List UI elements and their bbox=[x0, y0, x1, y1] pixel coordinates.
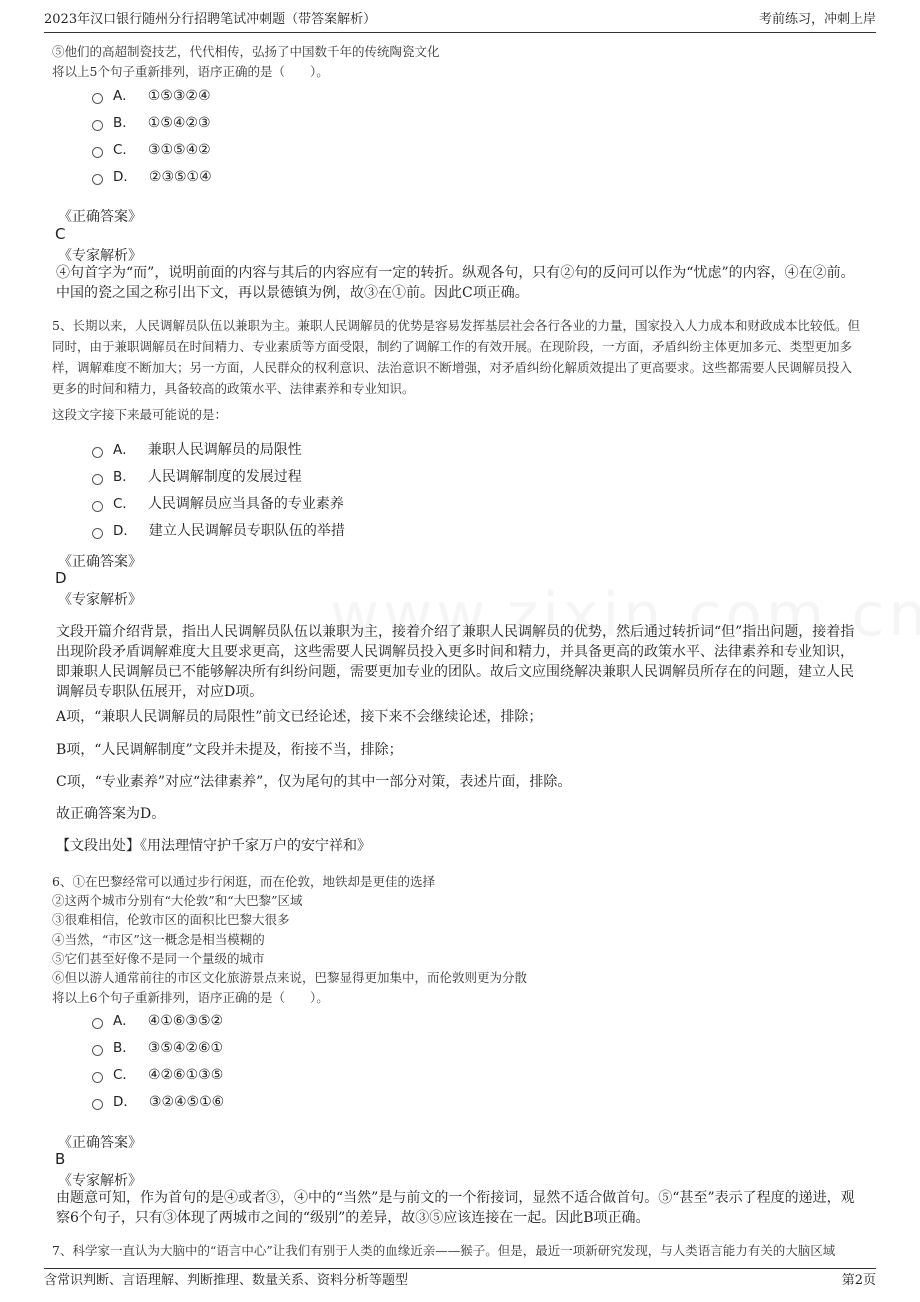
radio-icon[interactable] bbox=[92, 1072, 103, 1083]
q5-stem: 5、长期以来，人民调解员队伍以兼职为主。兼职人民调解员的优势是容易发挥基层社会各行各业的力量，国家投入人力成本和财政成本比较低。但同时，由于兼职调解员在时间精力、专业素质等方面受限，制约了调解工作的有效开展。在现阶段，一方面，矛盾纠纷主体更加多元、类型更加多样，调解难度不断加大；另一方面，人民群众的权利意识、法治意识不断增强，对矛盾纠纷化解质效提出了更高要求。这些都需要人民调解员投入更多的时间和精力，具备较高的政策水平、法律素养和专业知识。 bbox=[52, 318, 860, 396]
header-slogan: 考前练习，冲刺上岸 bbox=[758, 12, 876, 27]
q4-analysis: ④句首字为“而”，说明前面的内容与其后的内容应有一定的转折。纵观各句，只有②句的反问可以作为“忧虑”的内容，④在②前。中国的瓷之国之称引出下文，再以景德镇为例，故③在①前。因此C项正确。 bbox=[56, 265, 855, 301]
radio-icon[interactable] bbox=[92, 474, 103, 485]
q4-option-c[interactable]: C． ③①⑤④② bbox=[92, 139, 211, 161]
q6-line-1: 6、①在巴黎经常可以通过步行闲逛，而在伦敦，地铁却是更佳的选择 bbox=[52, 874, 435, 889]
document-title: 2023年汉口银行随州分行招聘笔试冲刺题（带答案解析） bbox=[44, 12, 377, 27]
q4-option-a[interactable]: A． ①⑤③②④ bbox=[92, 85, 211, 107]
radio-icon[interactable] bbox=[92, 1099, 103, 1110]
page-number: 第2页 bbox=[841, 1273, 876, 1288]
q4-analysis-label: 《专家解析》 bbox=[58, 248, 142, 264]
q5-analysis-p5: 故正确答案为D。 bbox=[56, 806, 166, 822]
q5-answer: D bbox=[55, 569, 67, 587]
page-header bbox=[44, 10, 876, 33]
q6-line-4: ④当然，“市区”这一概念是相当模糊的 bbox=[52, 932, 265, 947]
q5-analysis-label: 《专家解析》 bbox=[58, 592, 142, 608]
q6-analysis: 由题意可知，作为首句的是④或者③，④中的“当然”是与前文的一个衔接词，显然不适合做首句。⑤“甚至”表示了程度的递进，观察6个句子，只有③体现了两城市之间的“级别”的差异，故③⑤应该连接在一起。因此B项正确。 bbox=[56, 1190, 855, 1226]
q6-line-2: ②这两个城市分别有“大伦敦”和“大巴黎”区域 bbox=[52, 893, 303, 908]
q5-source: 【文段出处】《用法理情守护千家万户的安宁祥和》 bbox=[56, 838, 371, 854]
q5-analysis-p1: 文段开篇介绍背景，指出人民调解员队伍以兼职为主，接着介绍了兼职人民调解员的优势，然后通过转折词“但”指出问题，接着指出现阶段矛盾调解难度大且要求更高，这些需要人民调解员投入更多时间和精力，并具备更高的政策水平、法律素养和专业知识，即兼职人民调解员已不能够解决所有纠纷问题，需要更加专业的团队。故后文应围绕解决兼职人民调解员所存在的问题，建立人民调解员专职队伍展开，对应D项。 bbox=[56, 624, 855, 700]
q6-line-5: ⑤它们甚至好像不是同一个量级的城市 bbox=[52, 951, 265, 966]
q6-option-d[interactable]: D． ③②④⑤①⑥ bbox=[92, 1091, 224, 1113]
q5-analysis-p3: B项，“人民调解制度”文段并未提及，衔接不当，排除； bbox=[56, 742, 403, 758]
q4-sentence-5: ⑤他们的高超制瓷技艺，代代相传，弘扬了中国数千年的传统陶瓷文化 bbox=[52, 44, 440, 59]
q4-answer: C bbox=[55, 225, 66, 243]
q4-option-b[interactable]: B． ①⑤④②③ bbox=[92, 112, 211, 134]
q5-answer-label: 《正确答案》 bbox=[58, 554, 142, 570]
q4-option-d[interactable]: D． ②③⑤①④ bbox=[92, 166, 212, 188]
q5-analysis-p2: A项，“兼职人民调解员的局限性”前文已经论述，接下来不会继续论述，排除； bbox=[56, 709, 543, 725]
q6-answer-label: 《正确答案》 bbox=[58, 1135, 142, 1151]
q6-option-b[interactable]: B． ③⑤④②⑥① bbox=[92, 1037, 223, 1059]
q5-option-a[interactable]: A． 兼职人民调解员的局限性 bbox=[92, 439, 302, 461]
q6-line-3: ③很难相信，伦敦市区的面积比巴黎大很多 bbox=[52, 912, 290, 927]
radio-icon[interactable] bbox=[92, 501, 103, 512]
q6-analysis-label: 《专家解析》 bbox=[58, 1173, 142, 1189]
q4-answer-label: 《正确答案》 bbox=[58, 209, 142, 225]
q4-prompt: 将以上5个句子重新排列，语序正确的是（ ）。 bbox=[52, 64, 329, 79]
q5-analysis-p4: C项，“专业素养”对应“法律素养”，仅为尾句的其中一部分对策，表述片面，排除。 bbox=[56, 774, 572, 790]
q6-option-a[interactable]: A． ④①⑥③⑤② bbox=[92, 1010, 223, 1032]
q6-line-6: ⑥但以游人通常前往的市区文化旅游景点来说，巴黎显得更加集中，而伦敦则更为分散 bbox=[52, 970, 528, 985]
page-footer bbox=[44, 1268, 876, 1291]
q7-stem: 7、科学家一直认为大脑中的“语言中心”让我们有别于人类的血缘近亲——猴子。但是，最近一项新研究发现，与人类语言能力有关的大脑区域 bbox=[52, 1243, 836, 1258]
radio-icon[interactable] bbox=[92, 174, 103, 185]
q5-option-b[interactable]: B． 人民调解制度的发展过程 bbox=[92, 466, 302, 488]
radio-icon[interactable] bbox=[92, 147, 103, 158]
footer-topics: 含常识判断、言语理解、判断推理、数量关系、资料分析等题型 bbox=[44, 1273, 409, 1288]
radio-icon[interactable] bbox=[92, 120, 103, 131]
q6-answer: B bbox=[55, 1150, 66, 1168]
q5-option-c[interactable]: C． 人民调解员应当具备的专业素养 bbox=[92, 493, 344, 515]
radio-icon[interactable] bbox=[92, 447, 103, 458]
radio-icon[interactable] bbox=[92, 1018, 103, 1029]
radio-icon[interactable] bbox=[92, 528, 103, 539]
radio-icon[interactable] bbox=[92, 1045, 103, 1056]
q5-option-d[interactable]: D． 建立人民调解员专职队伍的举措 bbox=[92, 520, 345, 542]
radio-icon[interactable] bbox=[92, 93, 103, 104]
q6-prompt: 将以上6个句子重新排列，语序正确的是（ ）。 bbox=[52, 990, 329, 1005]
q5-prompt: 这段文字接下来最可能说的是： bbox=[52, 407, 228, 422]
q6-option-c[interactable]: C． ④②⑥①③⑤ bbox=[92, 1064, 223, 1086]
